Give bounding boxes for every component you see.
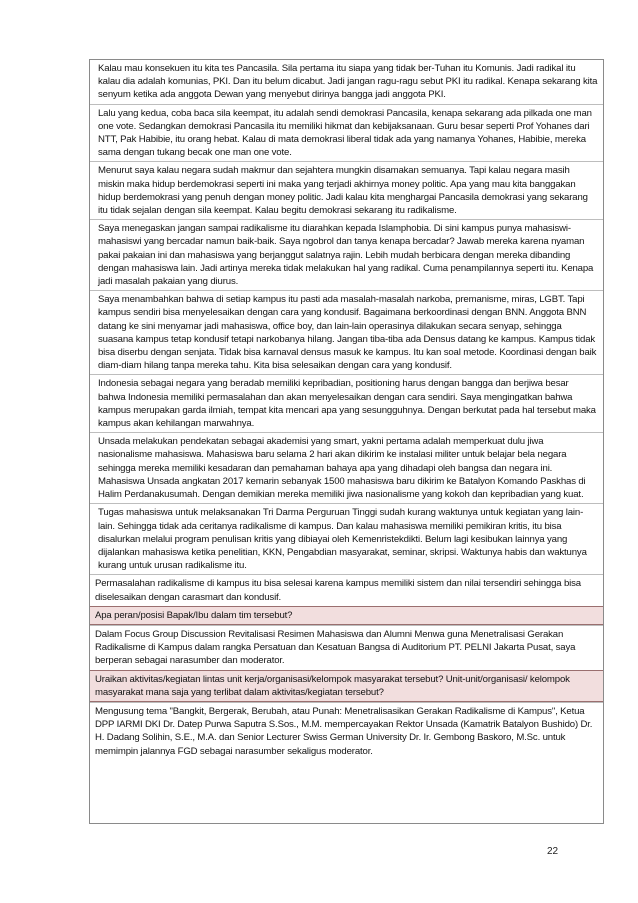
content-table: [89, 59, 604, 824]
question-activities: Uraikan aktivitas/kegiatan lintas unit kerja/organisasi/kelompok masyarakat tersebut? Unit-unit/organisasi/ kelompok masyarakat mana saja yang terlibat dalam aktivitas/kegiatan tersebut?: [90, 670, 603, 702]
answer-role: Dalam Focus Group Discussion Revitalisasi Resimen Mahasiswa dan Alumni Menwa guna Menetralisasi Gerakan Radikalisme di Kampus dalam rangka Persatuan dan Kesatuan Bangsa di Auditorium PT. PELNI Jakarta Pusat, saya berperan sebagai narasumber dan moderator.: [90, 625, 603, 670]
paragraph-1: Kalau mau konsekuen itu kita tes Pancasila. Sila pertama itu siapa yang tidak ber-Tuhan itu Komunis. Jadi radikal itu kalau dia adalah komunias, PKI. Dan itu belum dicabut. Jadi jangan ragu-ragu sebut PKI itu radikal. Kenapa sekarang kita senyum ketika ada anggota Dewan yang menyebut dirinya bangga jadi anggota PKI.: [98, 63, 598, 101]
paragraph-9: Permasalahan radikalisme di kampus itu bisa selesai karena kampus memiliki sistem dan nilai tersendiri sehingga bisa diselesaikan dengan carasmart dan kondusif.: [90, 574, 603, 605]
page-number: 22: [547, 846, 559, 857]
paragraph-5: Saya menambahkan bahwa di setiap kampus itu pasti ada masalah-masalah narkoba, premanisme, miras, LGBT. Tapi kampus sendiri bisa menyelesaikan dengan cara yang kondusif. Bagaimana berkoordinasi dengan BNN. Anggota BNN datang ke sini menyamar jadi mahasiswa, office boy, dan lain-lain operasinya dilakukan secara senyap, sehingga suasana kampus tetap kondusif tetapi narkobanya hilang. Jangan tiba-tiba ada Densus datang ke kampus. Kampus tidak bisa diserbu dengan senjata. Tidak bisa karnaval densus masuk ke kampus. Itu kan soal metode. Koordinasi dengan baik diam-diam hilang tanpa mereka tahu. Kita bisa selesaikan dengan cara yang kondusif.: [90, 290, 603, 374]
paragraph-8: Tugas mahasiswa untuk melaksanakan Tri Darma Perguruan Tinggi sudah kurang waktunya untuk kegiatan yang lain-lain. Sehingga tidak ada ceritanya radikalisme di kampus. Dan kalau mahasiswa memiliki pemikiran kritis, itu bisa disalurkan melalui program penulisan kritis yang dibiayai oleh Kemenristekdikti. Belum lagi kesibukan lainnya yang dijalankan mahasiswa ketika penelitian, KKN, Pengabdian masyarakat, seminar, skripsi. Waktunya habis dan waktunya kurang untuk urusan radikalisme itu.: [90, 503, 603, 574]
paragraph-4: Saya menegaskan jangan sampai radikalisme itu diarahkan kepada Islamphobia. Di sini kampus punya mahasiswi-mahasiswi yang bercadar namun baik-baik. Saya ngobrol dan tanya kenapa bercadar? Jawab mereka karena nyaman pakai pakaian ini dan mahasiswa yang berjanggut salatnya rajin. Lebih mudah berbicara dengan mereka dibanding dengan mahasiswa lain. Jadi artinya mereka tidak melakukan hal yang radikal. Cuma penampilannya seperti itu. Kenapa jadi masalah pakaian yang diurus.: [90, 219, 603, 290]
paragraph-7: Unsada melakukan pendekatan sebagai akademisi yang smart, yakni pertama adalah memperkuat dulu jiwa nasionalisme mahasiswa. Mahasiswa baru selama 2 hari akan dikirim ke instalasi militer untuk belajar bela negara sehingga mereka memiliki kesadaran dan pemahaman bahaya apa yang dihadapi oleh bangsa dan negara ini. Mahasiswa Unsada angkatan 2017 kemarin sebanyak 1500 mahasiswa baru dikirim ke Batalyon Komando Paskhas di Halim Perdanakusumah. Dengan demikian mereka memiliki jiwa nasionalisme yang kokoh dan kepribadian yang kuat.: [90, 432, 603, 503]
question-role: Apa peran/posisi Bapak/Ibu dalam tim tersebut?: [90, 606, 603, 625]
answer-activities: Mengusung tema "Bangkit, Bergerak, Berubah, atau Punah: Menetralisasikan Gerakan Radikalisme di Kampus", Ketua DPP IARMI DKI Dr. Datep Purwa Saputra S.Sos., M.M. mempercayakan Rektor Unsada (Kamatrik Batalyon Bushido) Dr. H. Dadang Solihin, S.E., M.A. dan Senior Lecturer Swiss German University Dr. Ir. Gembong Baskoro, M.Sc. untuk memimpin jalannya FGD sebagai narasumber sekaligus moderator.: [90, 702, 603, 760]
paragraph-3: Menurut saya kalau negara sudah makmur dan sejahtera mungkin disamakan semuanya. Tapi kalau negara masih miskin maka hidup berdemokrasi seperti ini maka yang terjadi akhirnya money politic. Apa yang mau kita banggakan hidup berdemokrasi yang penuh dengan money politic. Jadi kalau kita menghargai Pancasila demokrasi yang sekarang itu tidak sejalan dengan sila keempat. Kalau begitu demokrasi sekarang itu radikalisme.: [90, 161, 603, 219]
paragraph-2: Lalu yang kedua, coba baca sila keempat, itu adalah sendi demokrasi Pancasila, kenapa sekarang ada pilkada one man one vote. Sedangkan demokrasi Pancasila itu memiliki hikmat dan kebijaksanaan. Guru besar seperti Prof Yohanes dari NTT, Pak Habibie, itu orang hebat. Kalau di mata demokrasi liberal tidak ada yang namanya Yohanes, Habibie, mereka sama dengan tukang becak one man one vote.: [90, 104, 603, 162]
paragraph-6: Indonesia sebagai negara yang beradab memiliki kepribadian, positioning harus dengan bangga dan berjiwa besar bahwa Indonesia memiliki permasalahan dan akan menyelesaikan dengan cara sendiri. Saya mengingatkan bahwa kampus merupakan garda ilmiah, tempat kita mencari apa yang sesungguhnya. Dengan berkutat pada hal tersebut maka kampus akan kehilangan marwahnya.: [90, 374, 603, 432]
